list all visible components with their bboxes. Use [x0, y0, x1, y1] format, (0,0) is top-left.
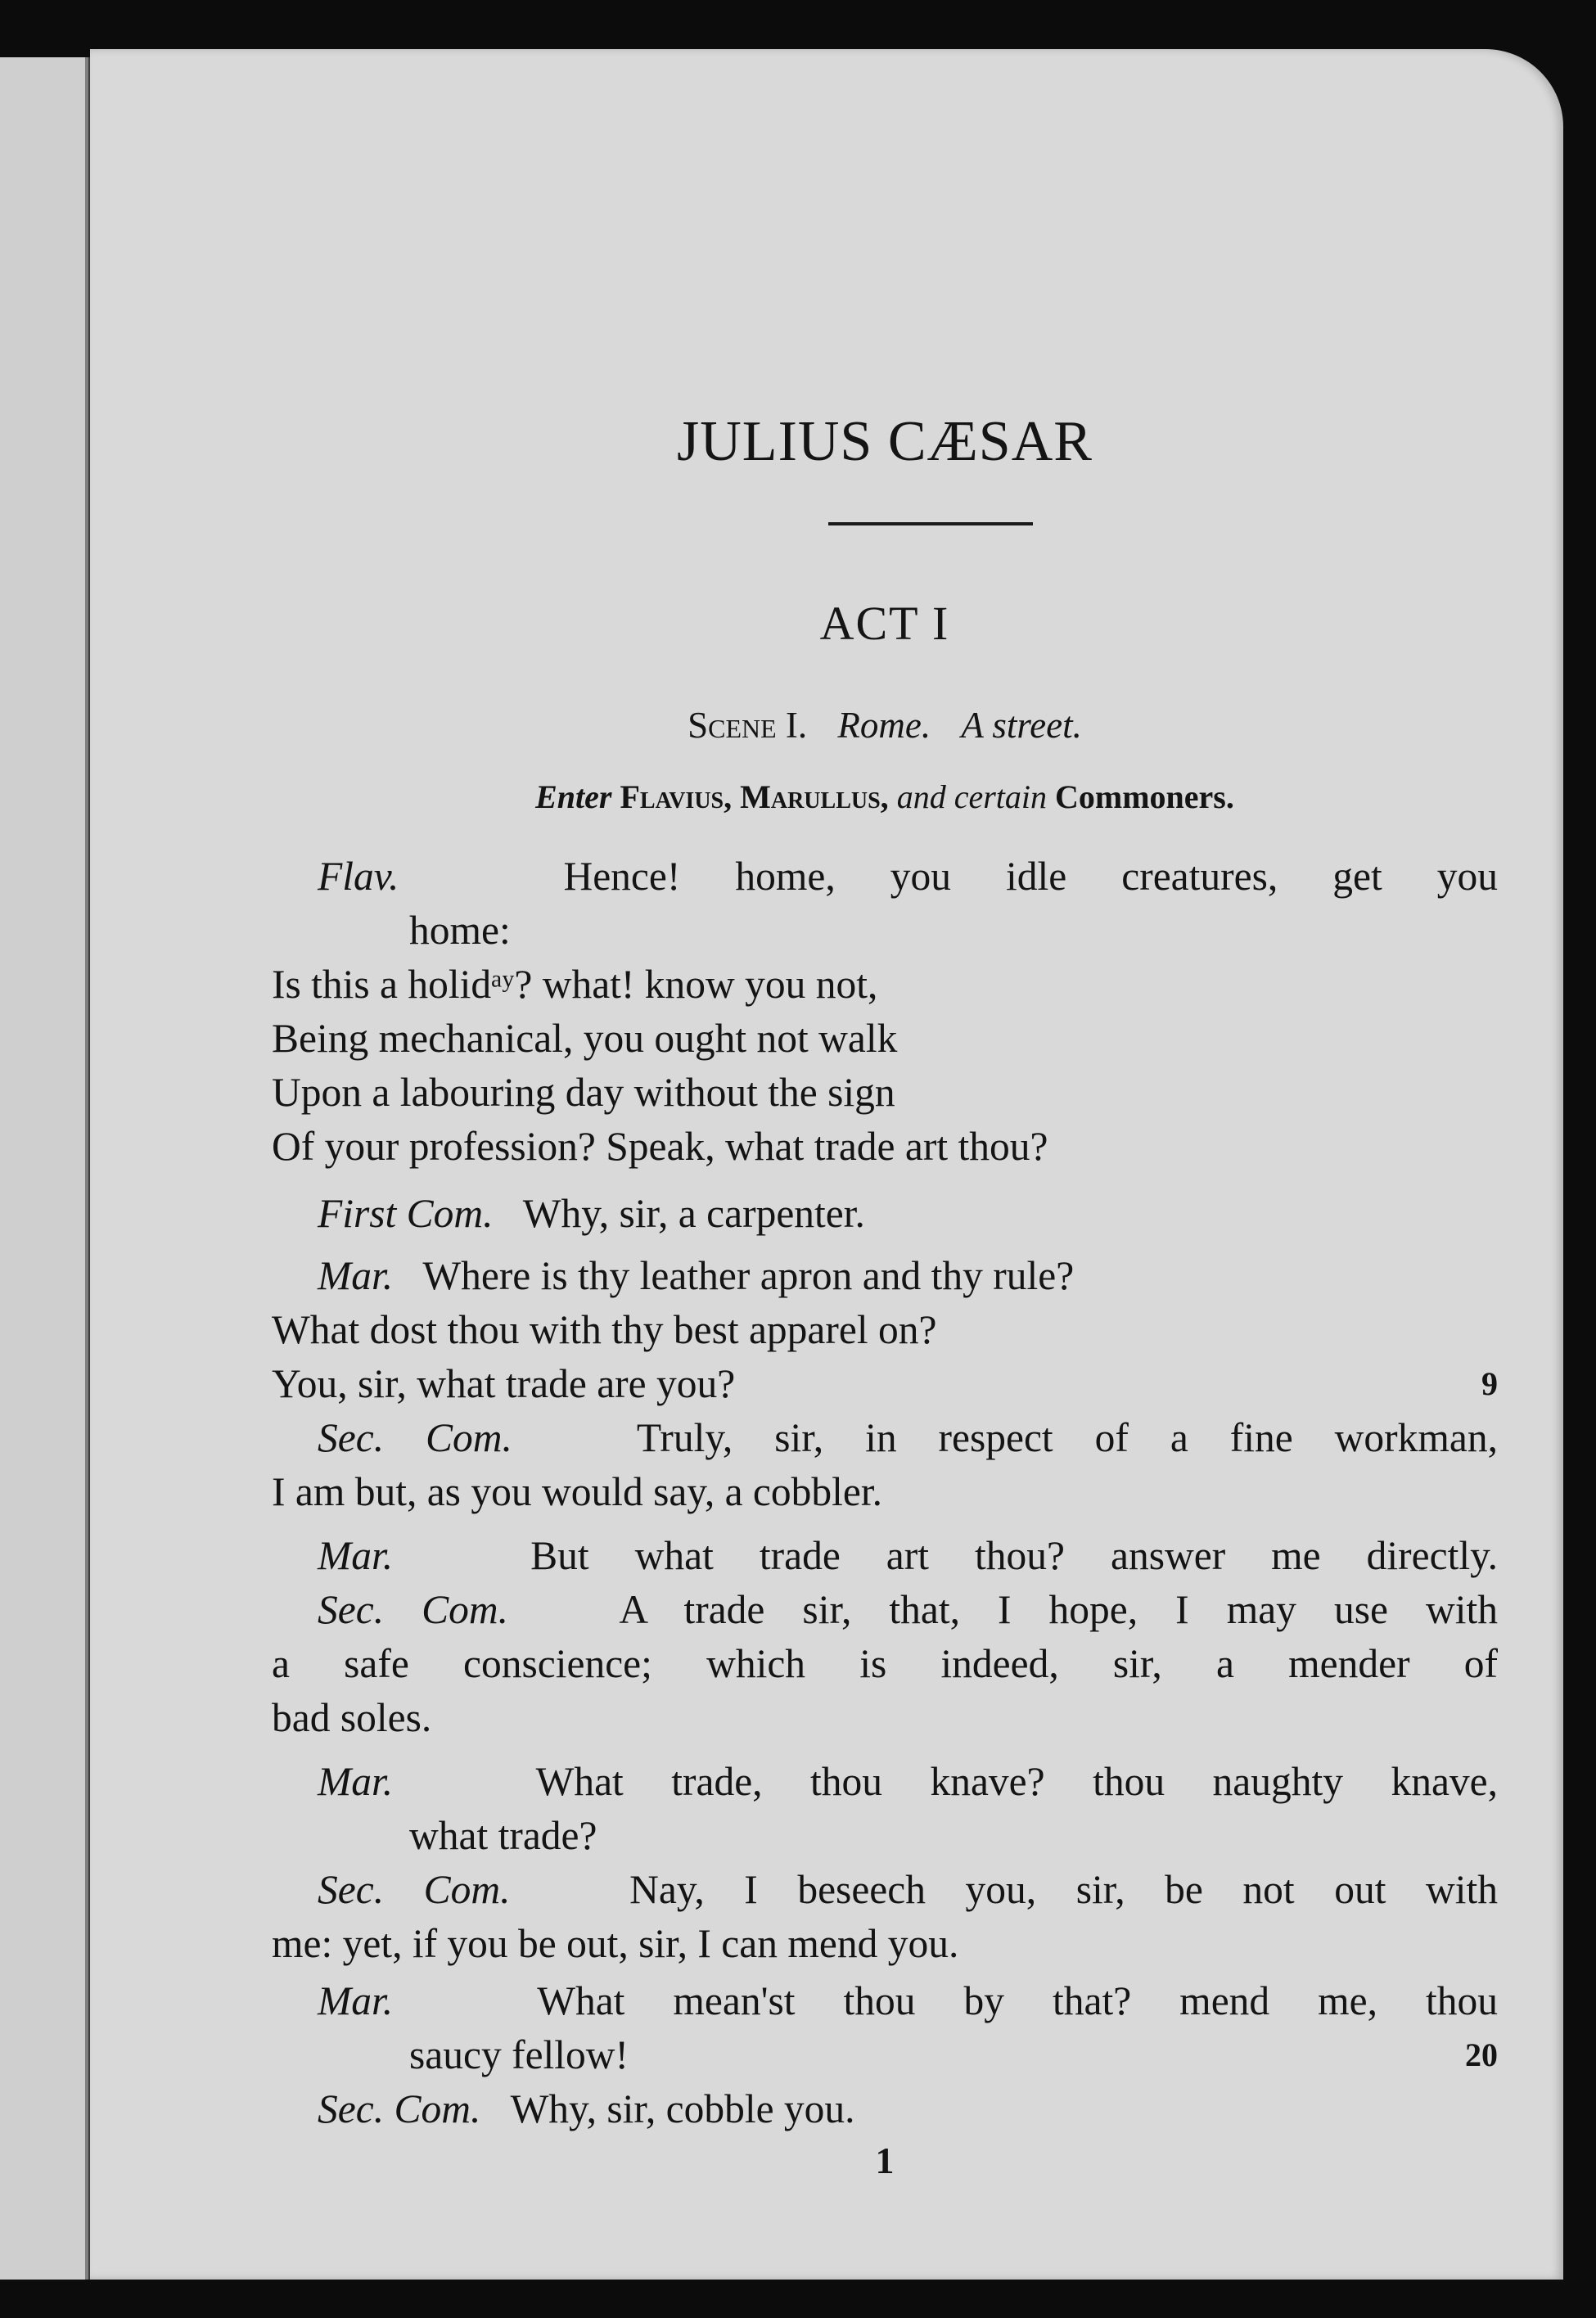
- speaker: Sec. Com.: [318, 1415, 512, 1460]
- dialogue-line: [409, 1809, 1498, 1863]
- dialogue-line: [272, 1917, 1498, 1971]
- speaker: Flav.: [318, 854, 399, 899]
- line-text: saucy fellow!: [409, 2032, 629, 2077]
- line-text: What dost thou with thy best apparel on?: [272, 1307, 937, 1352]
- dialogue-line: [318, 1974, 1498, 2028]
- dialogue-line: [272, 1637, 1498, 1691]
- line-text: Upon a labouring day without the sign: [272, 1070, 895, 1115]
- sd-who: Commoners.: [1055, 778, 1234, 815]
- line-number: 20: [1465, 2036, 1498, 2073]
- line-text: Hence! home, you idle creatures, get you: [563, 854, 1498, 899]
- dialogue-line: [318, 1583, 1498, 1637]
- dialogue-line: [318, 1863, 1498, 1917]
- line-text: A trade sir, that, I hope, I may use with: [619, 1587, 1498, 1632]
- dialogue-line: [318, 1249, 1498, 1303]
- scene-place: Rome.: [837, 705, 931, 746]
- line-text: You, sir, what trade are you?: [272, 1361, 736, 1406]
- line-text: Being mechanical, you ought not walk: [272, 1016, 898, 1061]
- dialogue-line: [272, 1357, 1498, 1411]
- line-text: Where is thy leather apron and thy rule?: [422, 1253, 1075, 1298]
- line-text: what trade?: [409, 1813, 597, 1858]
- scene-label: Scene I.: [688, 705, 808, 746]
- dialogue-line: [409, 904, 1498, 958]
- line-text: Truly, sir, in respect of a fine workman,: [636, 1415, 1498, 1460]
- dialogue-line: [272, 1120, 1498, 1174]
- dialogue-line: [318, 850, 1498, 904]
- speaker: First Com.: [318, 1191, 494, 1236]
- line-text: I am but, as you would say, a cobbler.: [272, 1469, 883, 1514]
- line-text: Of your profession? Speak, what trade art thou?: [272, 1124, 1048, 1169]
- speaker: Sec. Com.: [318, 1867, 511, 1912]
- title-rule: [828, 522, 1033, 525]
- speaker: Mar.: [318, 1533, 394, 1578]
- speaker: Mar.: [318, 1759, 394, 1804]
- dialogue-line: [272, 958, 1498, 1012]
- sd-names: Flavius, Marullus,: [620, 778, 889, 815]
- line-text: a safe conscience; which is indeed, sir, a mender of: [272, 1641, 1498, 1686]
- line-text: What trade, thou knave? thou naughty knave,: [535, 1759, 1499, 1804]
- scene-heading: [272, 704, 1498, 746]
- act-heading: ACT I: [819, 597, 950, 650]
- sd-connector: and certain: [896, 778, 1047, 815]
- speaker: Sec. Com.: [318, 1587, 508, 1632]
- speaker: Sec. Com.: [318, 2086, 481, 2131]
- speaker: Mar.: [318, 1978, 394, 2023]
- dialogue-line: [318, 1411, 1498, 1465]
- dialogue-line: [318, 2082, 1498, 2136]
- line-text: Why, sir, cobble you.: [510, 2086, 855, 2131]
- stage-direction: [272, 778, 1498, 816]
- facing-page-edge: [0, 57, 92, 2280]
- line-text: But what trade art thou? answer me directly.: [530, 1533, 1498, 1578]
- dialogue-line: [272, 1066, 1498, 1120]
- book-page: [90, 49, 1563, 2280]
- dialogue-line: [318, 1529, 1498, 1583]
- dialogue-line: [272, 1012, 1498, 1066]
- sd-enter: Enter: [535, 778, 612, 815]
- line-text: me: yet, if you be out, sir, I can mend you.: [272, 1921, 959, 1966]
- page-number: 1: [875, 2140, 895, 2181]
- line-text: Why, sir, a carpenter.: [522, 1191, 865, 1236]
- line-text: Is this a holid⁠ᵃʸ? what! know you not,: [272, 962, 878, 1007]
- dialogue-line: [272, 1303, 1498, 1357]
- dialogue-line: [272, 1465, 1498, 1519]
- line-text: bad soles.: [272, 1695, 432, 1740]
- line-number: 9: [1481, 1365, 1498, 1402]
- speaker: Mar.: [318, 1253, 394, 1298]
- dialogue-line: [318, 1755, 1498, 1809]
- dialogue-line: [409, 2028, 1498, 2082]
- dialogue-line: [272, 1691, 1498, 1745]
- line-text: Nay, I beseech you, sir, be not out with: [629, 1867, 1498, 1912]
- line-text: What mean'st thou by that? mend me, thou: [537, 1978, 1498, 2023]
- scene-setting: A street.: [961, 705, 1082, 746]
- dialogue-line: [318, 1187, 1498, 1241]
- line-text: home:: [409, 908, 511, 953]
- play-title: JULIUS CÆSAR: [677, 410, 1093, 473]
